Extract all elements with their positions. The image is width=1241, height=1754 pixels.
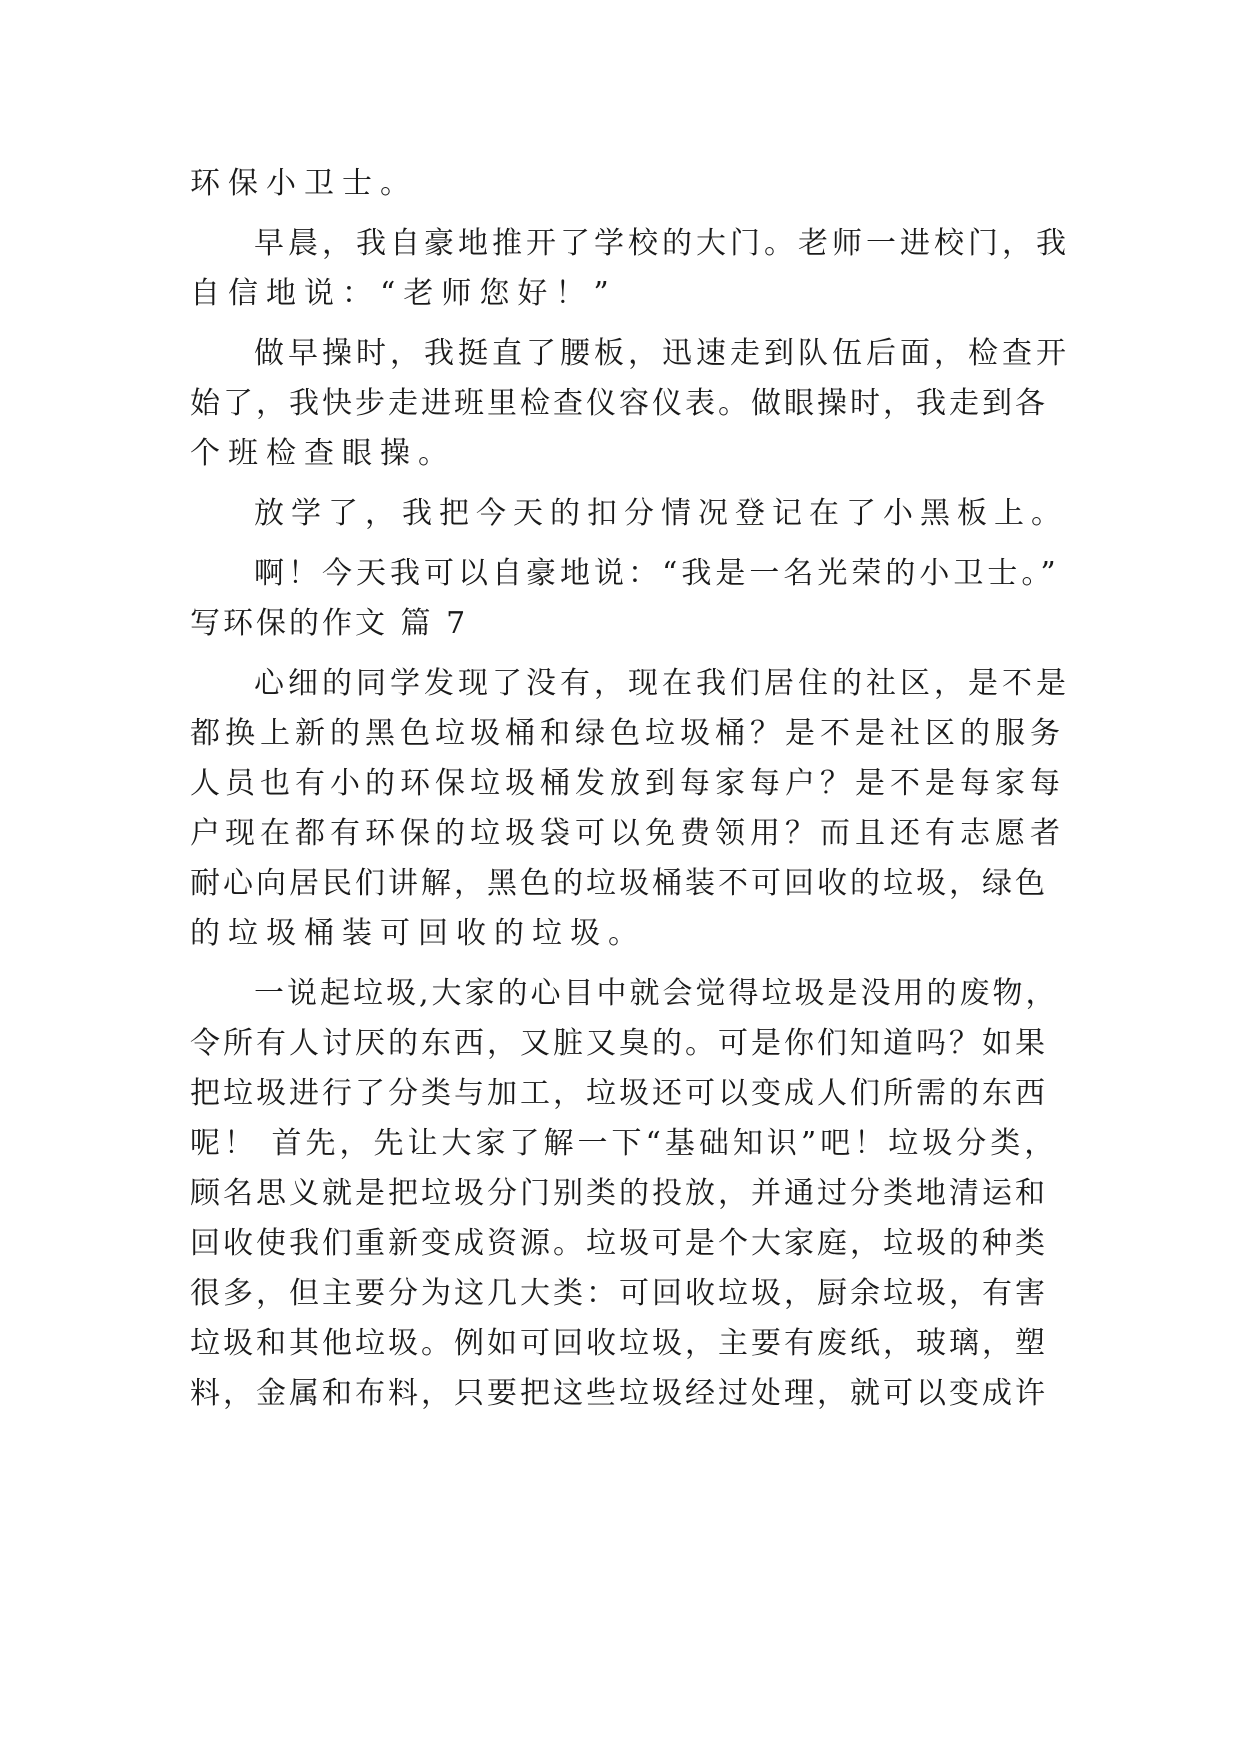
text-line: 啊！今天我可以自豪地说：“我是一名光荣的小卫士。” [254,556,1060,591]
text-line: 环保小卫士。 [190,166,418,201]
text-line: 自信地说：“老师您好！” [190,276,617,311]
text-line: 的垃圾桶装可回收的垃圾。 [190,916,646,951]
text-line: 顾名思义就是把垃圾分门别类的投放，并通过分类地清运和 [190,1176,1048,1211]
text-line: 都换上新的黑色垃圾桶和绿色垃圾桶？是不是社区的服务 [190,716,1065,751]
text-line: 始了，我快步走进班里检查仪容仪表。做眼操时，我走到各 [190,386,1048,421]
text-line: 心细的同学发现了没有，现在我们居住的社区，是不是 [254,666,1070,701]
text-line: 呢！ 首先，先让大家了解一下“基础知识”吧！垃圾分类， [190,1126,1059,1161]
text-line: 户现在都有环保的垃圾袋可以免费领用？而且还有志愿者 [190,816,1065,851]
text-line: 很多，但主要分为这几大类：可回收垃圾，厨余垃圾，有害 [190,1276,1048,1311]
text-line: 放学了，我把今天的扣分情况登记在了小黑板上。 [254,496,1068,531]
text-line: 一说起垃圾,大家的心目中就会觉得垃圾是没用的废物， [254,976,1059,1011]
text-line: 早晨，我自豪地推开了学校的大门。老师一进校门，我 [254,226,1070,261]
text-line: 个班检查眼操。 [190,436,456,471]
text-line: 人员也有小的环保垃圾桶发放到每家每户？是不是每家每 [190,766,1065,801]
text-line: 耐心向居民们讲解，黑色的垃圾桶装不可回收的垃圾，绿色 [190,866,1048,901]
text-line: 做早操时，我挺直了腰板，迅速走到队伍后面，检查开 [254,336,1070,371]
text-line: 回收使我们重新变成资源。垃圾可是个大家庭，垃圾的种类 [190,1226,1048,1261]
text-line: 垃圾和其他垃圾。例如可回收垃圾，主要有废纸，玻璃，塑 [190,1326,1048,1361]
text-line: 把垃圾进行了分类与加工，垃圾还可以变成人们所需的东西 [190,1076,1048,1111]
text-line: 令所有人讨厌的东西，又脏又臭的。可是你们知道吗？如果 [190,1026,1048,1061]
text-line: 料，金属和布料，只要把这些垃圾经过处理，就可以变成许 [190,1376,1048,1411]
section-heading: 写环保的作文 篇 7 [190,606,469,641]
